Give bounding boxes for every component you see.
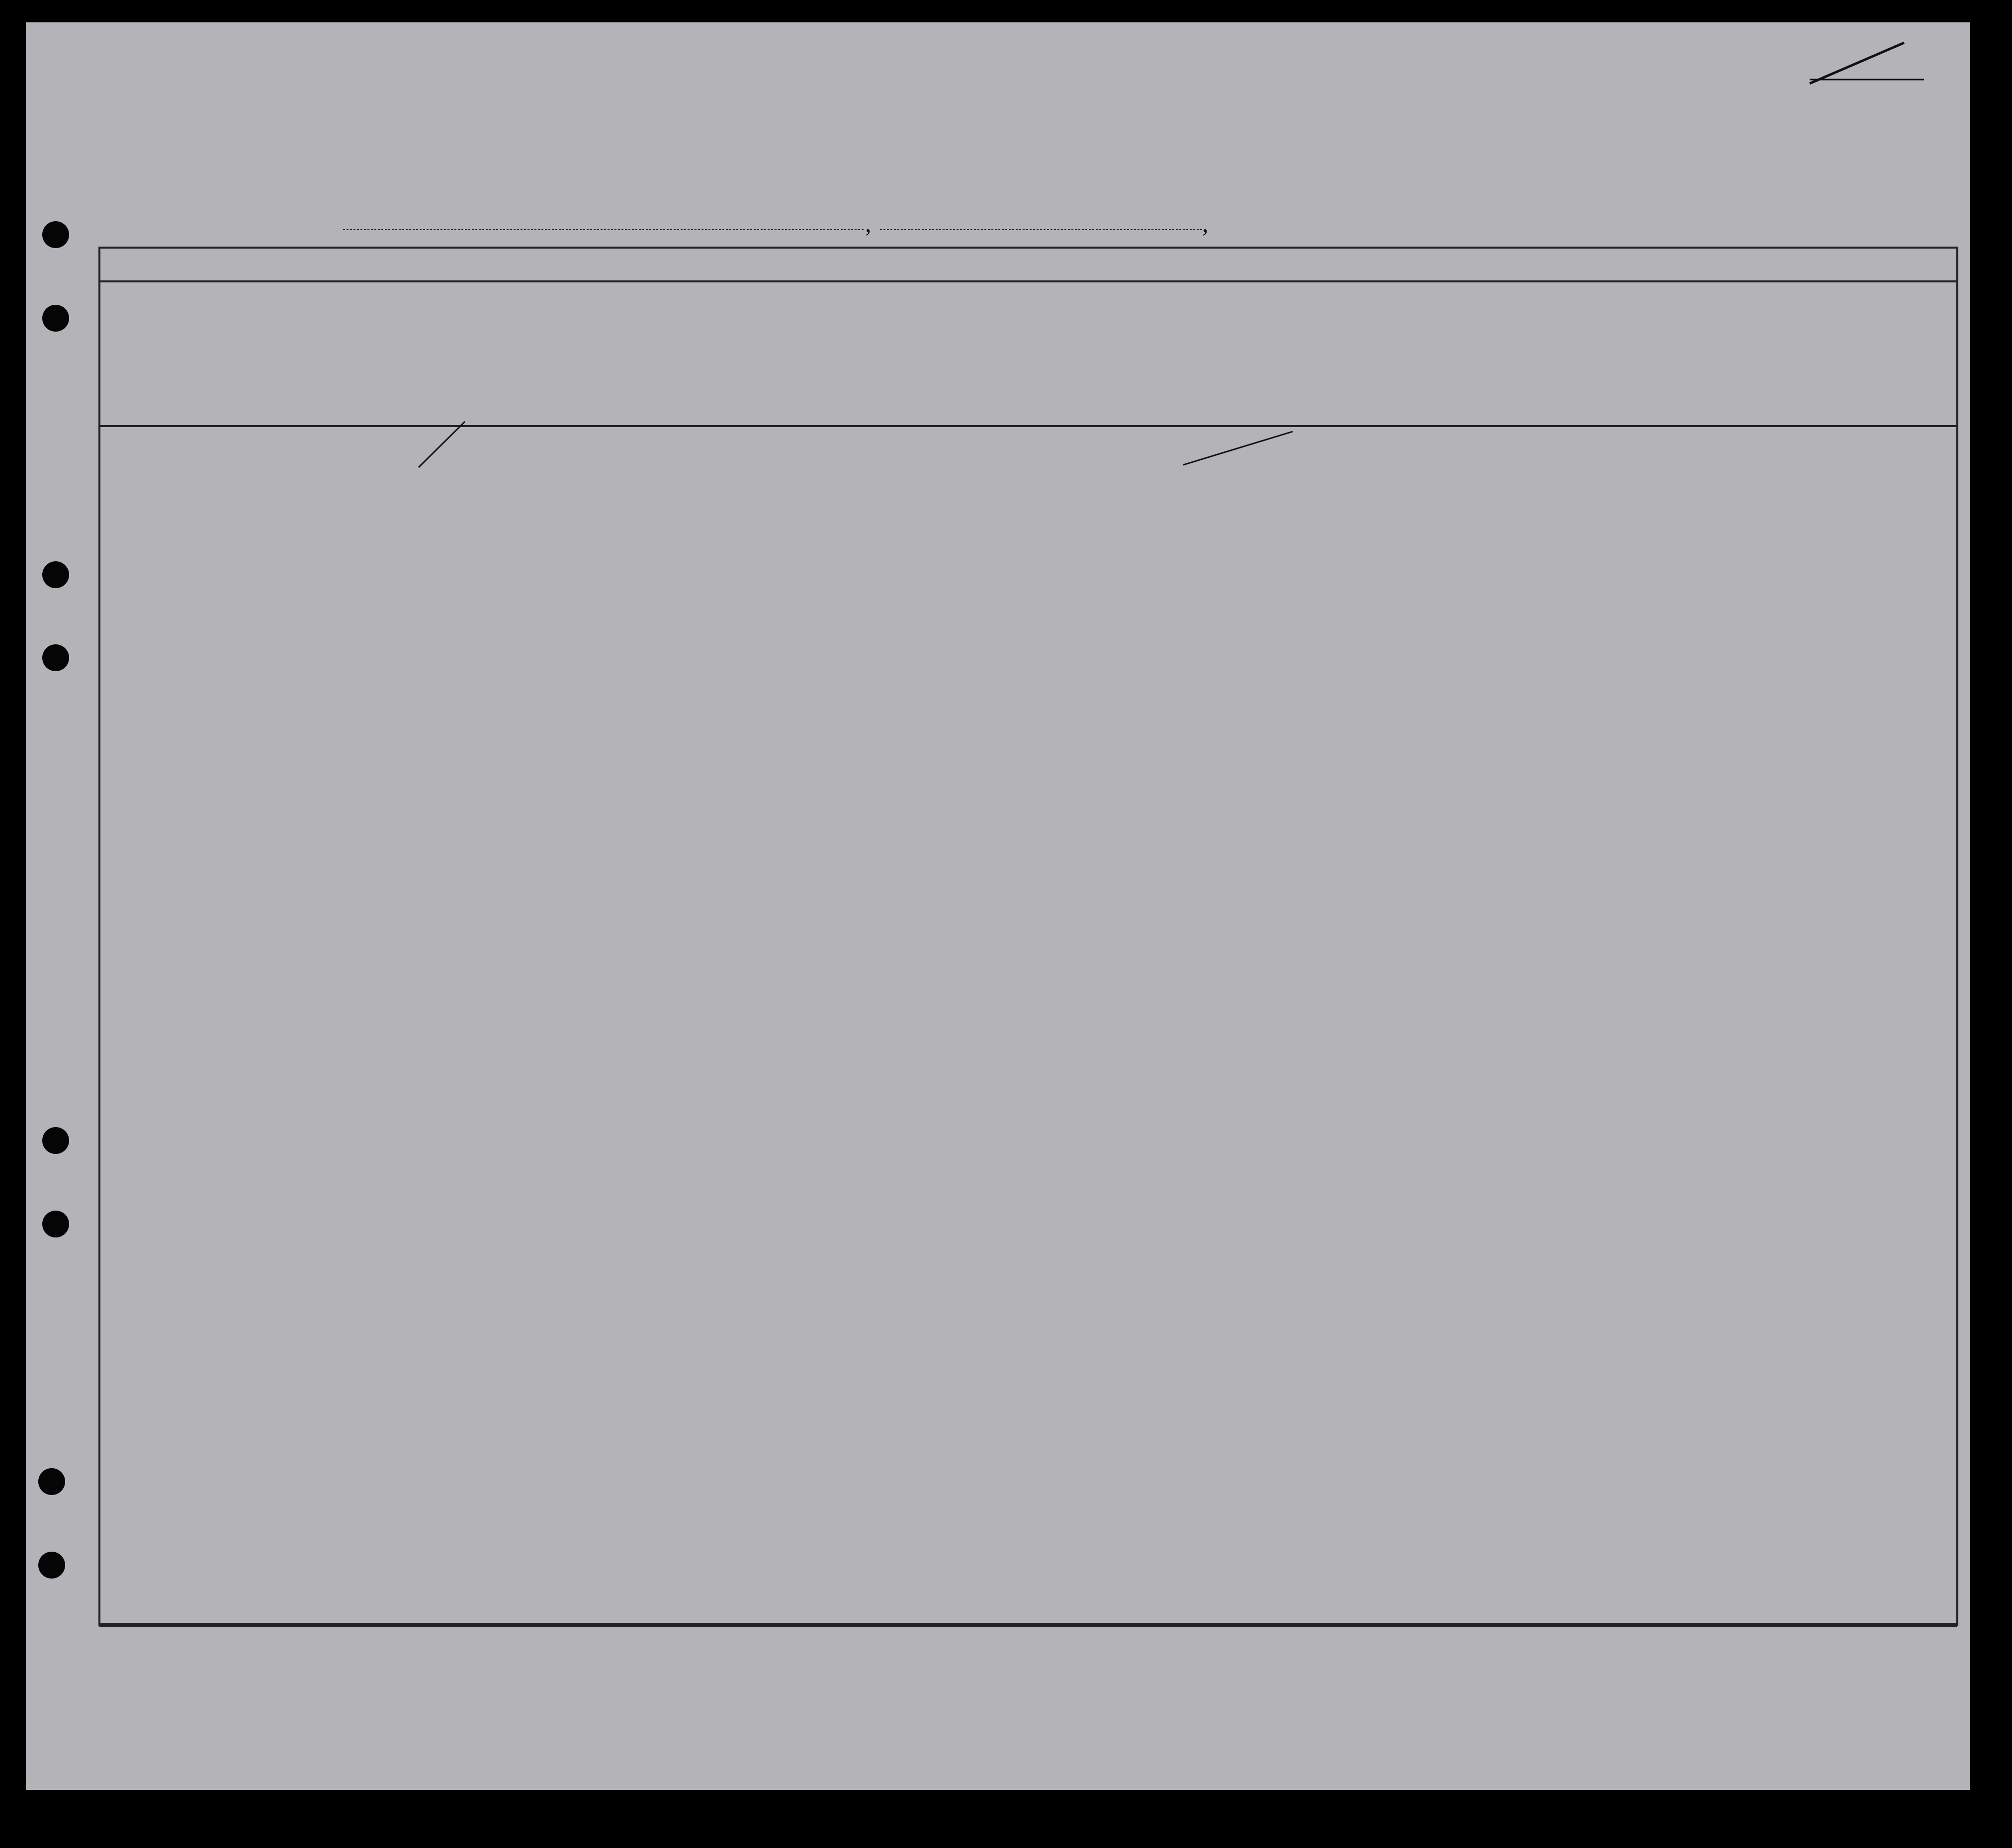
punch-hole — [38, 1468, 65, 1495]
entry-slash-mark — [419, 422, 465, 467]
punch-hole — [42, 1127, 69, 1154]
manifest-grid — [99, 248, 1957, 1625]
punch-hole — [38, 1552, 65, 1579]
punch-holes — [38, 221, 69, 1579]
punch-hole — [42, 221, 69, 248]
list-strike-mark — [1810, 43, 1904, 84]
punch-hole — [42, 561, 69, 588]
port-comma: , — [865, 209, 872, 237]
entry-length-mark — [1183, 432, 1293, 465]
entry-row-1 — [419, 422, 1293, 467]
punch-hole — [42, 644, 69, 671]
punch-hole — [42, 1211, 69, 1237]
date-comma: , — [1202, 209, 1209, 237]
punch-hole — [42, 305, 69, 332]
